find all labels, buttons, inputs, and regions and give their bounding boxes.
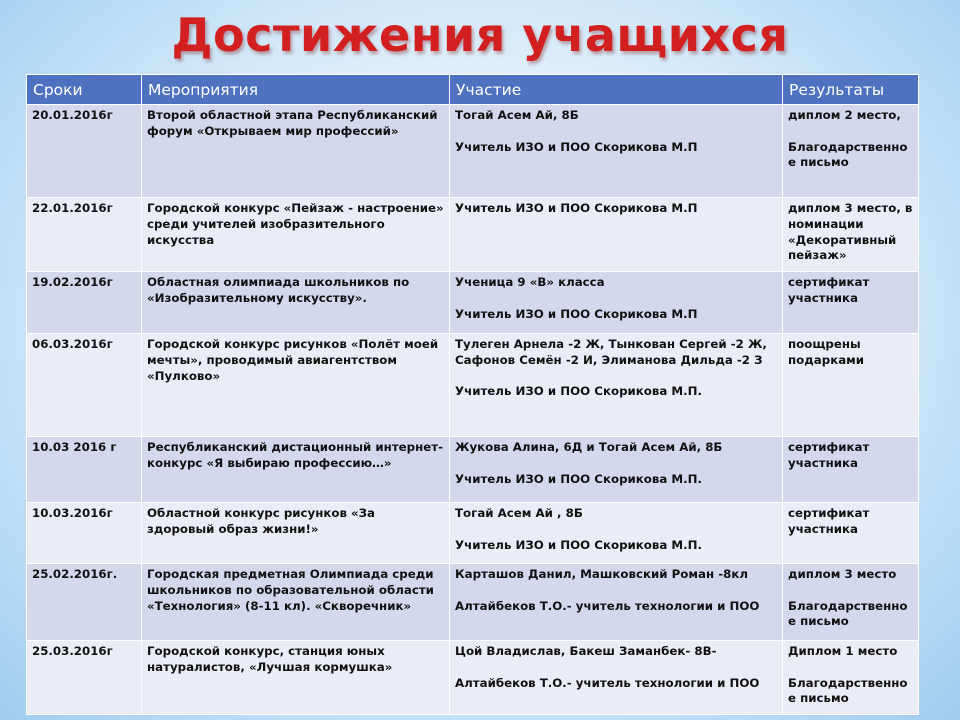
cell-result: Диплом 1 место Благодарственное письмо: [783, 641, 919, 715]
header-participation: Участие: [450, 75, 783, 105]
cell-result: диплом 2 место, Благодарственное письмо: [783, 105, 919, 198]
cell-date: 06.03.2016г: [27, 334, 142, 437]
cell-result: сертификат участника: [783, 272, 919, 334]
cell-event: Областной конкурс рисунков «За здоровый образ жизни!»: [142, 503, 450, 564]
table-row: [27, 641, 919, 715]
cell-date: 25.03.2016г: [27, 641, 142, 715]
cell-event: Городской конкурс «Пейзаж - настроение» среди учителей изобразительного искусства: [142, 198, 450, 272]
cell-participation: Жукова Алина, 6Д и Тогай Асем Ай, 8Б Учитель ИЗО и ПОО Скорикова М.П.: [450, 437, 783, 503]
achievements-table: [26, 74, 919, 715]
cell-date: 19.02.2016г: [27, 272, 142, 334]
table-row: [27, 334, 919, 437]
cell-event: Второй областной этапа Республиканский форум «Открываем мир профессий»: [142, 105, 450, 198]
table-row: [27, 272, 919, 334]
cell-date: 10.03.2016г: [27, 503, 142, 564]
table-header-row: [27, 75, 919, 105]
cell-participation: Тогай Асем Ай , 8Б Учитель ИЗО и ПОО Скорикова М.П.: [450, 503, 783, 564]
table-row: [27, 198, 919, 272]
cell-result: сертификат участника: [783, 503, 919, 564]
cell-date: 25.02.2016г.: [27, 564, 142, 641]
cell-event: Городская предметная Олимпиада среди школьников по образовательной области «Технология» (8-11 кл). «Скворечник»: [142, 564, 450, 641]
cell-participation: Цой Владислав, Бакеш Заманбек- 8В- Алтайбеков Т.О.- учитель технологии и ПОО: [450, 641, 783, 715]
cell-event: Городской конкурс, станция юных натуралистов, «Лучшая кормушка»: [142, 641, 450, 715]
table-row: [27, 503, 919, 564]
cell-event: Республиканский дистационный интернет-конкурс «Я выбираю профессию…»: [142, 437, 450, 503]
cell-date: 20.01.2016г: [27, 105, 142, 198]
cell-date: 22.01.2016г: [27, 198, 142, 272]
cell-participation: Карташов Данил, Машковский Роман -8кл Алтайбеков Т.О.- учитель технологии и ПОО: [450, 564, 783, 641]
table-row: [27, 564, 919, 641]
cell-participation: Тогай Асем Ай, 8Б Учитель ИЗО и ПОО Скорикова М.П: [450, 105, 783, 198]
cell-date: 10.03 2016 г: [27, 437, 142, 503]
header-dates: Сроки: [27, 75, 142, 105]
table-row: [27, 105, 919, 198]
page-title: Достижения учащихся: [171, 8, 789, 62]
cell-result: поощрены подарками: [783, 334, 919, 437]
cell-event: Областная олимпиада школьников по «Изобразительному искусству».: [142, 272, 450, 334]
cell-participation: Ученица 9 «В» класса Учитель ИЗО и ПОО Скорикова М.П: [450, 272, 783, 334]
cell-result: диплом 3 место Благодарственное письмо: [783, 564, 919, 641]
cell-result: сертификат участника: [783, 437, 919, 503]
cell-event: Городской конкурс рисунков «Полёт моей мечты», проводимый авиагентством «Пулково»: [142, 334, 450, 437]
cell-participation: Тулеген Арнела -2 Ж, Тынкован Сергей -2 Ж, Сафонов Семён -2 И, Элиманова Дильда -2 З Учитель ИЗО и ПОО Скорикова М.П.: [450, 334, 783, 437]
cell-participation: Учитель ИЗО и ПОО Скорикова М.П: [450, 198, 783, 272]
cell-result: диплом 3 место, в номинации «Декоративный пейзаж»: [783, 198, 919, 272]
header-results: Результаты: [783, 75, 919, 105]
header-events: Мероприятия: [142, 75, 450, 105]
table-row: [27, 437, 919, 503]
